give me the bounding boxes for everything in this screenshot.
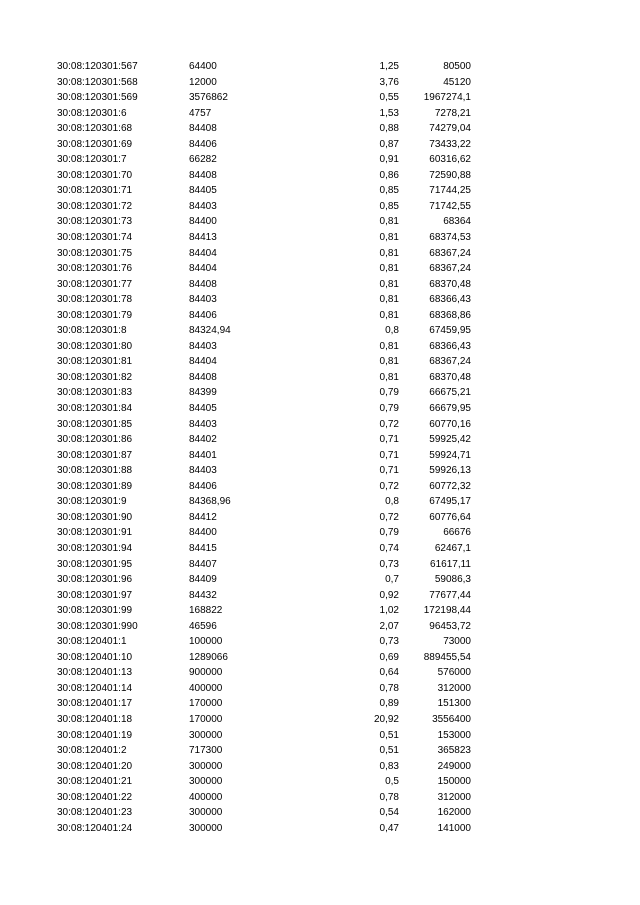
- value-cell: 59926,13: [429, 465, 471, 477]
- area-cell: 300000: [189, 729, 223, 741]
- value-cell: 312000: [437, 791, 471, 803]
- area-cell: 84406: [189, 480, 217, 492]
- value-cell: 68366,43: [429, 340, 471, 352]
- value-cell: 80500: [443, 61, 471, 72]
- coefficient-cell: 20,92: [373, 713, 399, 725]
- coefficient-cell: 0,71: [379, 434, 399, 446]
- value-cell: 71742,55: [429, 200, 471, 212]
- cadastral-number-cell: 30:08:120301:84: [57, 403, 133, 415]
- coefficient-cell: 0,81: [379, 278, 399, 290]
- cadastral-number-cell: 30:08:120301:85: [57, 418, 133, 430]
- value-cell: 68370,48: [429, 371, 471, 383]
- coefficient-cell: 0,72: [379, 418, 399, 430]
- coefficient-cell: 0,51: [379, 745, 399, 757]
- coefficient-cell: 0,81: [379, 216, 399, 228]
- cadastral-number-cell: 30:08:120301:86: [57, 434, 133, 446]
- value-cell: 889455,54: [423, 651, 471, 663]
- table-row: [0, 821, 640, 837]
- cadastral-number-cell: 30:08:120401:21: [57, 776, 133, 788]
- area-cell: 84408: [189, 169, 217, 181]
- cadastral-number-cell: 30:08:120301:567: [57, 61, 138, 72]
- value-cell: 576000: [437, 667, 471, 679]
- table-row: [0, 417, 640, 433]
- value-cell: 62467,1: [434, 542, 471, 554]
- table-row: [0, 805, 640, 821]
- table-row: [0, 494, 640, 510]
- cadastral-number-cell: 30:08:120301:96: [57, 574, 133, 586]
- table-row: [0, 370, 640, 386]
- table-row: [0, 183, 640, 199]
- coefficient-cell: 0,7: [385, 574, 399, 586]
- value-cell: 60316,62: [429, 154, 471, 166]
- cadastral-number-cell: 30:08:120301:8: [57, 325, 127, 337]
- value-cell: 60776,64: [429, 511, 471, 523]
- cadastral-number-cell: 30:08:120301:80: [57, 340, 133, 352]
- cadastral-number-cell: 30:08:120301:72: [57, 200, 133, 212]
- table-row: [0, 463, 640, 479]
- coefficient-cell: 0,81: [379, 356, 399, 368]
- coefficient-cell: 2,07: [379, 620, 399, 632]
- cadastral-number-cell: 30:08:120301:75: [57, 247, 133, 259]
- coefficient-cell: 0,5: [385, 776, 399, 788]
- area-cell: 46596: [189, 620, 217, 632]
- cadastral-number-cell: 30:08:120401:18: [57, 713, 133, 725]
- value-cell: 68364: [443, 216, 471, 228]
- cadastral-number-cell: 30:08:120401:24: [57, 822, 133, 834]
- area-cell: 84402: [189, 434, 217, 446]
- coefficient-cell: 0,51: [379, 729, 399, 741]
- table-row: [0, 277, 640, 293]
- area-cell: 84408: [189, 123, 217, 135]
- table-row: [0, 650, 640, 666]
- value-cell: 3556400: [432, 713, 471, 725]
- table-row: [0, 308, 640, 324]
- table-row: [0, 588, 640, 604]
- value-cell: 141000: [437, 822, 471, 834]
- value-cell: 68374,53: [429, 232, 471, 244]
- cadastral-number-cell: 30:08:120301:79: [57, 309, 133, 321]
- table-row: [0, 323, 640, 339]
- coefficient-cell: 0,81: [379, 340, 399, 352]
- cadastral-number-cell: 30:08:120301:97: [57, 589, 133, 601]
- value-cell: 66679,95: [429, 403, 471, 415]
- table-row: [0, 712, 640, 728]
- cadastral-number-cell: 30:08:120301:73: [57, 216, 133, 228]
- area-cell: 84403: [189, 465, 217, 477]
- table-row: [0, 152, 640, 168]
- value-cell: 67495,17: [429, 496, 471, 508]
- table-row: [0, 728, 640, 744]
- area-cell: 84368,96: [189, 496, 231, 508]
- coefficient-cell: 0,72: [379, 511, 399, 523]
- table-row: [0, 261, 640, 277]
- coefficient-cell: 0,8: [385, 496, 399, 508]
- table-row: [0, 790, 640, 806]
- table-row: [0, 168, 640, 184]
- area-cell: 84406: [189, 138, 217, 150]
- cadastral-number-cell: 30:08:120301:83: [57, 387, 133, 399]
- table-row: [0, 339, 640, 355]
- cadastral-number-cell: 30:08:120301:78: [57, 294, 133, 306]
- table-row: [0, 603, 640, 619]
- value-cell: 68367,24: [429, 356, 471, 368]
- coefficient-cell: 0,71: [379, 465, 399, 477]
- value-cell: 1967274,1: [423, 92, 471, 104]
- coefficient-cell: 0,87: [379, 138, 399, 150]
- coefficient-cell: 0,79: [379, 527, 399, 539]
- cadastral-number-cell: 30:08:120401:1: [57, 636, 127, 648]
- area-cell: 84401: [189, 449, 217, 461]
- cadastral-number-cell: 30:08:120301:76: [57, 263, 133, 275]
- coefficient-cell: 0,64: [379, 667, 399, 679]
- table-row: [0, 541, 640, 557]
- value-cell: 59925,42: [429, 434, 471, 446]
- coefficient-cell: 0,78: [379, 682, 399, 694]
- cadastral-number-cell: 30:08:120301:71: [57, 185, 133, 197]
- value-cell: 249000: [437, 760, 471, 772]
- table-row: [0, 696, 640, 712]
- table-row: [0, 385, 640, 401]
- value-cell: 312000: [437, 682, 471, 694]
- cadastral-number-cell: 30:08:120401:22: [57, 791, 133, 803]
- area-cell: 100000: [189, 636, 223, 648]
- value-cell: 151300: [437, 698, 471, 710]
- value-cell: 60772,32: [429, 480, 471, 492]
- coefficient-cell: 0,54: [379, 807, 399, 819]
- cadastral-number-cell: 30:08:120301:95: [57, 558, 133, 570]
- coefficient-cell: 0,72: [379, 480, 399, 492]
- coefficient-cell: 0,81: [379, 232, 399, 244]
- area-cell: 84404: [189, 247, 217, 259]
- table-row: [0, 448, 640, 464]
- coefficient-cell: 0,73: [379, 636, 399, 648]
- value-cell: 68367,24: [429, 247, 471, 259]
- area-cell: 64400: [189, 61, 217, 72]
- table-row: [0, 292, 640, 308]
- table-row: [0, 681, 640, 697]
- table-row: [0, 59, 640, 75]
- area-cell: 84404: [189, 263, 217, 275]
- area-cell: 3576862: [189, 92, 228, 104]
- cadastral-number-cell: 30:08:120401:20: [57, 760, 133, 772]
- table-row: [0, 743, 640, 759]
- coefficient-cell: 0,89: [379, 698, 399, 710]
- cadastral-number-cell: 30:08:120401:13: [57, 667, 133, 679]
- coefficient-cell: 0,8: [385, 325, 399, 337]
- table-row: [0, 246, 640, 262]
- value-cell: 7278,21: [434, 107, 471, 119]
- area-cell: 300000: [189, 776, 223, 788]
- cadastral-number-cell: 30:08:120401:23: [57, 807, 133, 819]
- table-row: [0, 557, 640, 573]
- coefficient-cell: 0,88: [379, 123, 399, 135]
- area-cell: 84403: [189, 294, 217, 306]
- area-cell: 84405: [189, 403, 217, 415]
- table-row: [0, 759, 640, 775]
- area-cell: 300000: [189, 822, 223, 834]
- table-row: [0, 634, 640, 650]
- cadastral-number-cell: 30:08:120301:87: [57, 449, 133, 461]
- cadastral-number-cell: 30:08:120301:82: [57, 371, 133, 383]
- area-cell: 1289066: [189, 651, 228, 663]
- table-row: [0, 572, 640, 588]
- value-cell: 59086,3: [434, 574, 471, 586]
- cadastral-number-cell: 30:08:120301:569: [57, 92, 138, 104]
- coefficient-cell: 0,91: [379, 154, 399, 166]
- area-cell: 4757: [189, 107, 212, 119]
- cadastral-number-cell: 30:08:120301:94: [57, 542, 133, 554]
- coefficient-cell: 0,85: [379, 185, 399, 197]
- area-cell: 12000: [189, 76, 217, 88]
- value-cell: 73000: [443, 636, 471, 648]
- cadastral-number-cell: 30:08:120301:990: [57, 620, 138, 632]
- area-cell: 84403: [189, 418, 217, 430]
- area-cell: 84413: [189, 232, 217, 244]
- value-cell: 60770,16: [429, 418, 471, 430]
- area-cell: 84324,94: [189, 325, 231, 337]
- table-row: [0, 199, 640, 215]
- area-cell: 400000: [189, 791, 223, 803]
- cadastral-number-cell: 30:08:120301:70: [57, 169, 133, 181]
- area-cell: 300000: [189, 760, 223, 772]
- cadastral-number-cell: 30:08:120301:90: [57, 511, 133, 523]
- area-cell: 84403: [189, 340, 217, 352]
- area-cell: 84415: [189, 542, 217, 554]
- coefficient-cell: 0,81: [379, 294, 399, 306]
- coefficient-cell: 1,53: [379, 107, 399, 119]
- cadastral-number-cell: 30:08:120401:2: [57, 745, 127, 757]
- coefficient-cell: 0,85: [379, 200, 399, 212]
- value-cell: 153000: [437, 729, 471, 741]
- cadastral-number-cell: 30:08:120301:68: [57, 123, 133, 135]
- area-cell: 84400: [189, 527, 217, 539]
- table-row: [0, 230, 640, 246]
- coefficient-cell: 0,79: [379, 403, 399, 415]
- area-cell: 84405: [189, 185, 217, 197]
- cadastral-number-cell: 30:08:120301:81: [57, 356, 133, 368]
- coefficient-cell: 1,02: [379, 605, 399, 617]
- cadastral-number-cell: 30:08:120401:14: [57, 682, 133, 694]
- table-row: [0, 665, 640, 681]
- value-cell: 66675,21: [429, 387, 471, 399]
- cadastral-number-cell: 30:08:120301:99: [57, 605, 133, 617]
- cadastral-number-cell: 30:08:120301:6: [57, 107, 127, 119]
- table-row: [0, 75, 640, 91]
- table-row: [0, 432, 640, 448]
- cadastral-number-cell: 30:08:120401:17: [57, 698, 133, 710]
- coefficient-cell: 0,79: [379, 387, 399, 399]
- coefficient-cell: 0,92: [379, 589, 399, 601]
- table-row: [0, 479, 640, 495]
- value-cell: 73433,22: [429, 138, 471, 150]
- spreadsheet-table: [0, 59, 640, 836]
- area-cell: 84409: [189, 574, 217, 586]
- area-cell: 84406: [189, 309, 217, 321]
- value-cell: 365823: [437, 745, 471, 757]
- table-row: [0, 525, 640, 541]
- coefficient-cell: 0,86: [379, 169, 399, 181]
- value-cell: 68370,48: [429, 278, 471, 290]
- cadastral-number-cell: 30:08:120401:19: [57, 729, 133, 741]
- value-cell: 162000: [437, 807, 471, 819]
- coefficient-cell: 0,81: [379, 371, 399, 383]
- coefficient-cell: 0,81: [379, 309, 399, 321]
- area-cell: 717300: [189, 745, 223, 757]
- area-cell: 900000: [189, 667, 223, 679]
- value-cell: 45120: [443, 76, 471, 88]
- area-cell: 300000: [189, 807, 223, 819]
- area-cell: 168822: [189, 605, 223, 617]
- area-cell: 84404: [189, 356, 217, 368]
- area-cell: 84432: [189, 589, 217, 601]
- value-cell: 68367,24: [429, 263, 471, 275]
- area-cell: 170000: [189, 713, 223, 725]
- area-cell: 66282: [189, 154, 217, 166]
- value-cell: 77677,44: [429, 589, 471, 601]
- value-cell: 96453,72: [429, 620, 471, 632]
- cadastral-number-cell: 30:08:120301:88: [57, 465, 133, 477]
- area-cell: 84407: [189, 558, 217, 570]
- table-row: [0, 510, 640, 526]
- coefficient-cell: 0,74: [379, 542, 399, 554]
- value-cell: 68368,86: [429, 309, 471, 321]
- coefficient-cell: 0,71: [379, 449, 399, 461]
- table-row: [0, 214, 640, 230]
- value-cell: 72590,88: [429, 169, 471, 181]
- coefficient-cell: 0,83: [379, 760, 399, 772]
- value-cell: 67459,95: [429, 325, 471, 337]
- value-cell: 68366,43: [429, 294, 471, 306]
- value-cell: 150000: [437, 776, 471, 788]
- coefficient-cell: 3,76: [379, 76, 399, 88]
- coefficient-cell: 0,81: [379, 263, 399, 275]
- coefficient-cell: 0,69: [379, 651, 399, 663]
- area-cell: 84403: [189, 200, 217, 212]
- area-cell: 84399: [189, 387, 217, 399]
- table-row: [0, 401, 640, 417]
- coefficient-cell: 0,78: [379, 791, 399, 803]
- table-row: [0, 121, 640, 137]
- table-row: [0, 774, 640, 790]
- table-row: [0, 354, 640, 370]
- cadastral-number-cell: 30:08:120301:9: [57, 496, 127, 508]
- cadastral-number-cell: 30:08:120301:74: [57, 232, 133, 244]
- area-cell: 400000: [189, 682, 223, 694]
- value-cell: 66676: [443, 527, 471, 539]
- cadastral-number-cell: 30:08:120301:568: [57, 76, 138, 88]
- value-cell: 172198,44: [423, 605, 471, 617]
- area-cell: 84408: [189, 371, 217, 383]
- value-cell: 61617,11: [430, 558, 471, 570]
- table-row: [0, 137, 640, 153]
- value-cell: 59924,71: [429, 449, 471, 461]
- coefficient-cell: 0,81: [379, 247, 399, 259]
- area-cell: 84412: [189, 511, 217, 523]
- cadastral-number-cell: 30:08:120301:77: [57, 278, 133, 290]
- value-cell: 71744,25: [429, 185, 471, 197]
- cadastral-number-cell: 30:08:120301:7: [57, 154, 127, 166]
- cadastral-number-cell: 30:08:120301:69: [57, 138, 133, 150]
- area-cell: 84408: [189, 278, 217, 290]
- area-cell: 170000: [189, 698, 223, 710]
- cadastral-number-cell: 30:08:120401:10: [57, 651, 133, 663]
- value-cell: 74279,04: [429, 123, 471, 135]
- coefficient-cell: 1,25: [379, 61, 399, 72]
- area-cell: 84400: [189, 216, 217, 228]
- coefficient-cell: 0,55: [379, 92, 399, 104]
- cadastral-number-cell: 30:08:120301:89: [57, 480, 133, 492]
- table-row: [0, 619, 640, 635]
- table-row: [0, 90, 640, 106]
- coefficient-cell: 0,47: [379, 822, 399, 834]
- cadastral-number-cell: 30:08:120301:91: [57, 527, 133, 539]
- table-row: [0, 106, 640, 122]
- coefficient-cell: 0,73: [379, 558, 399, 570]
